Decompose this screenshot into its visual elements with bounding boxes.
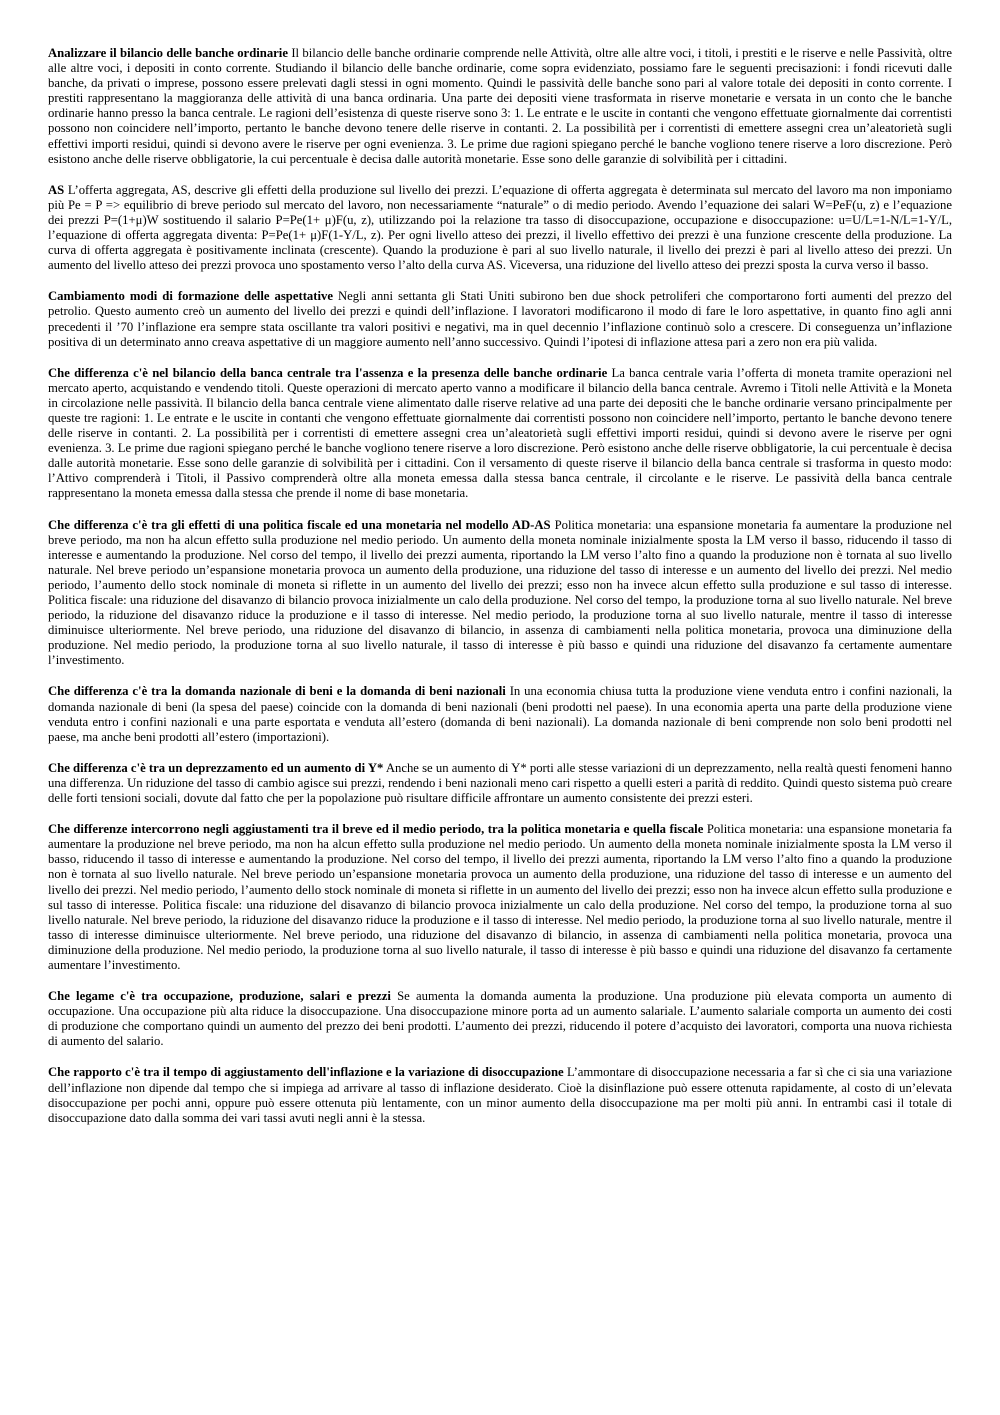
entry-body: In una economia chiusa tutta la produzione viene venduta entro i confini nazionali, la domanda nazionale di beni (la spesa del paese) coincide con la domanda di beni nazionali (beni prodotti nel paese). In una economia aperta una parte della produzione viene venduta entro i confini nazionali e una parte esportata e venduta all’estero (domanda di beni nazionali). La domanda nazionale di beni comprende non solo beni prodotti nel paese, ma anche beni prodotti all’estero (importazioni). xyxy=(48,684,952,744)
entry-aggiustamenti xyxy=(48,822,952,973)
entry-body: Il bilancio delle banche ordinarie comprende nelle Attività, oltre alle altre voci, i titoli, i prestiti e le riserve e nelle Passività, oltre alle altre voci, i depositi in conto corrente. Studiando il bilancio delle banche ordinarie, come sopra evidenziato, possiamo fare le seguenti precisazioni: i fondi ricevuti dalle banche, da privati o imprese, possono essere prelevati dagli stessi in ogni momento. Quindi le passività delle banche sono pari al valore totale dei depositi in conto corrente. I prestiti rappresentano la maggioranza delle attività di una banca ordinaria. Una parte dei depositi viene trasformata in riserve monetarie e versata in un conto che le banche ordinarie hanno presso la banca centrale. Le ragioni dell’esistenza di queste riserve sono 3: 1. Le entrate e le uscite in contanti che vengono effettuate giornalmente dai correntisti possono non coincidere nell’importo, pertanto le banche devono tenere delle riserve in contanti. 2. La possibilità per i correntisti di emettere assegni crea un’aleatorietà sugli effettivi importi residui, quindi si devono avere le riserve per ogni evenienza. 3. Le prime due ragioni spiegano perché le banche vogliono tenere riserve a loro discrezione. Però esistono anche delle riserve obbligatorie, la cui percentuale è decisa dalle autorità monetarie. Esse sono delle garanzie di solvibilità per i cittadini. xyxy=(48,46,953,166)
entry-ad-as-politiche xyxy=(48,518,952,669)
entry-heading: Che differenza c'è tra la domanda nazionale di beni e la domanda di beni nazionali xyxy=(48,684,506,699)
entry-body: Politica monetaria: una espansione monetaria fa aumentare la produzione nel breve periodo, ma non ha alcun effetto sulla produzione nel medio periodo. Un aumento della moneta nominale inizialmente sposta la LM verso il basso, riducendo il tasso di interesse e aumentando la produzione. Nel corso del tempo, il livello dei prezzi aumenta, riportando la LM verso l’alto fino a quando la produzione non è tornata al suo livello naturale. Nel breve periodo un’espansione monetaria provoca un aumento della produzione, una riduzione del tasso di interesse e un aumento del livello dei prezzi. Nel medio periodo, l’aumento dello stock nominale di moneta si riflette in un aumento del livello dei prezzi; esso non ha invece alcun effetto sulla produzione e sul tasso di interesse. Politica fiscale: una riduzione del disavanzo di bilancio provoca inizialmente un calo della produzione. Nel corso del tempo, la produzione torna al suo livello naturale. Nel breve periodo, la riduzione del disavanzo riduce la produzione e il tasso di interesse. Nel medio periodo, la produzione torna al suo livello naturale, mentre il tasso di interesse diminuisce ulteriormente. Nel breve periodo, una riduzione del disavanzo di bilancio, in assenza di cambiamenti nella politica monetaria, provoca una diminuzione della produzione. Nel medio periodo, la produzione torna al suo livello naturale, il tasso di interesse è più basso e quindi una riduzione del disavanzo fa certamente aumentare l’investimento. xyxy=(48,517,953,668)
entry-heading: Che differenza c'è nel bilancio della banca centrale tra l'assenza e la presenza delle banche ordinarie xyxy=(48,365,608,380)
document-page xyxy=(48,46,952,1142)
entry-body: Negli anni settanta gli Stati Uniti subirono ben due shock petroliferi che comportarono forti aumenti del prezzo del petrolio. Questo aumento creò un aumento del livello dei prezzi e quindi dell’inflazione. I lavoratori modificarono il modo di fare le loro aspettative, in quanto fino agli anni precedenti il ’70 l’inflazione era sempre stata oscillante tra valori positivi e negativi, ma in quel decennio l’inflazione continuò solo a crescere. Di conseguenza un’inflazione positiva di un determinato anno creava aspettative di un maggiore aumento nell’anno successivo. Quindi l’ipotesi di inflazione attesa pari a zero non era più valida. xyxy=(48,289,953,349)
entry-body: Anche se un aumento di Y* porti alle stesse variazioni di un deprezzamento, nella realtà questi fenomeni hanno una differenza. Un riduzione del tasso di cambio agisce sui prezzi, rendendo i beni nazionali meno cari rispetto a quelli esteri a parità di reddito. Quindi questo sistema può creare delle forti tensioni sociali, dovute dal fatto che per la popolazione può risultare difficile affrontare un aumento consistente dei prezzi esteri. xyxy=(48,760,952,806)
entry-body: La banca centrale varia l’offerta di moneta tramite operazioni nel mercato aperto, acquistando e vendendo titoli. Queste operazioni di mercato aperto vanno a modificare il bilancio della banca centrale. Avremo i Titoli nelle Attività e la Moneta in circolazione nelle passività. Il bilancio della banca centrale viene alimentato dalle riserve relative ad una parte dei depositi che le banche ordinarie versano principalmente per queste tre ragioni: 1. Le entrate e le uscite in contanti che vengono effettuate giornalmente dai correntisti possono non coincidere nell’importo, pertanto le banche devono tenere delle riserve in contanti. 2. La possibilità per i correntisti di emettere assegni crea un’aleatorietà sugli effettivi importi residui, quindi si devono avere le riserve per ogni evenienza. 3. Le prime due ragioni spiegano perché le banche vogliono tenere riserve a loro discrezione. Però esistono anche delle riserve obbligatorie, la cui percentuale è decisa dalle autorità monetarie. Esse sono delle garanzie di solvibilità per i cittadini. Con il versamento di queste riserve il bilancio della banca centrale si trasforma in questo modo: l’Attivo comprenderà i Titoli, il Passivo comprenderà oltre alla moneta emessa dalla stessa banca centrale, il circolante e le riserve. Le passività della banca centrale rappresentano la moneta emessa dalla stessa che prende il nome di base monetaria. xyxy=(48,365,952,501)
entry-body: L’ammontare di disoccupazione necessaria a far sì che ci sia una variazione dell’inflazione non dipende dal tempo che si impiega ad arrivare al tasso di inflazione desiderato. Cioè la disinflazione può essere ottenuta rapidamente, al costo di un’elevata disoccupazione per pochi anni, oppure può essere ottenuta più lentamente, con un minor aumento della disoccupazione ma per molti più anni. In entrambi casi il totale di disoccupazione dato dalla somma dei vari tassi avuti negli anni è la stessa. xyxy=(48,1065,952,1125)
entry-heading: AS xyxy=(48,182,65,197)
entry-heading: Che differenze intercorrono negli aggiustamenti tra il breve ed il medio periodo, tra la politica monetaria e quella fiscale xyxy=(48,822,704,837)
entry-heading: Che differenza c'è tra un deprezzamento ed un aumento di Y* xyxy=(48,760,384,775)
entry-heading: Che rapporto c'è tra il tempo di aggiustamento dell'inflazione e la variazione di disoccupazione xyxy=(48,1065,564,1080)
entry-bilancio-banca-centrale xyxy=(48,366,952,502)
entry-as xyxy=(48,183,952,274)
entry-deprezzamento xyxy=(48,761,952,806)
entry-inflazione-disoccupazione xyxy=(48,1065,952,1125)
entry-body: Politica monetaria: una espansione monetaria fa aumentare la produzione nel breve periodo, ma non ha alcun effetto sulla produzione nel medio periodo. Un aumento della moneta nominale inizialmente sposta la LM verso il basso, riducendo il tasso di interesse e aumentando la produzione. Nel corso del tempo, il livello dei prezzi aumenta, riportando la LM verso l’alto fino a quando la produzione non è tornata al suo livello naturale. Nel breve periodo un’espansione monetaria provoca un aumento della produzione, una riduzione del tasso di interesse e un aumento del livello dei prezzi. Nel medio periodo, l’aumento dello stock nominale di moneta si riflette in un aumento del livello dei prezzi; esso non ha invece alcun effetto sulla produzione e sul tasso di interesse. Politica fiscale: una riduzione del disavanzo di bilancio provoca inizialmente un calo della produzione. Nel corso del tempo, la produzione torna al suo livello naturale. Nel breve periodo, la riduzione del disavanzo riduce la produzione e il tasso di interesse. Nel medio periodo, la produzione torna al suo livello naturale, mentre il tasso di interesse diminuisce ulteriormente. Nel breve periodo, una riduzione del disavanzo di bilancio, in assenza di cambiamenti nella politica monetaria, provoca una diminuzione della produzione. Nel medio periodo, la produzione torna al suo livello naturale, il tasso di interesse è più basso e quindi una riduzione del disavanzo fa certamente aumentare l’investimento. xyxy=(48,822,952,972)
entry-body: Se aumenta la domanda aumenta la produzione. Una produzione più elevata comporta un aumento di occupazione. Una occupazione più alta riduce la disoccupazione. Una disoccupazione minore porta ad un aumento salariale. L’aumento salariale comporta un aumento dei costi di produzione che comportano quindi un aumento del prezzo dei beni prodotti. L’aumento dei prezzi, riducendo il potere d’acquisto dei lavoratori, comporta una nuova richiesta di aumento del salario. xyxy=(48,989,952,1049)
entry-heading: Cambiamento modi di formazione delle aspettative xyxy=(48,289,334,304)
entry-occupazione-prezzi xyxy=(48,989,952,1049)
entry-heading: Che differenza c'è tra gli effetti di una politica fiscale ed una monetaria nel modello AD-AS xyxy=(48,517,551,532)
entry-bilancio-banche-ordinarie xyxy=(48,46,952,167)
entry-heading: Che legame c'è tra occupazione, produzione, salari e prezzi xyxy=(48,989,391,1004)
entry-body: L’offerta aggregata, AS, descrive gli effetti della produzione sul livello dei prezzi. L’equazione di offerta aggregata è determinata sul mercato del lavoro ma non imponiamo più Pe = P => equilibrio di breve periodo sul mercato del lavoro, non necessariamente “naturale” o di medio periodo. Avendo l’equazione dei salari W=PeF(u, z) e l’equazione dei prezzi P=(1+μ)W sostituendo il salario P=Pe(1+ μ)F(u, z), utilizzando poi la relazione tra tasso di disoccupazione, occupazione e disoccupazione: u=U/L=1-N/L=1-Y/L, l’equazione di offerta aggregata diventa: P=Pe(1+ μ)F(1-Y/L, z). Per ogni livello atteso dei prezzi, il livello effettivo dei prezzi è una funzione crescente della produzione. La curva di offerta aggregata è positivamente inclinata (crescente). Quando la produzione è pari al suo livello naturale, il livello dei prezzi è pari al livello atteso dei prezzi. Un aumento del livello atteso dei prezzi provoca uno spostamento verso l’alto della curva AS. Viceversa, una riduzione del livello atteso dei prezzi sposta la curva verso il basso. xyxy=(48,182,953,273)
entry-domanda-beni xyxy=(48,684,952,744)
entry-heading: Analizzare il bilancio delle banche ordinarie xyxy=(48,46,288,60)
entry-aspettative xyxy=(48,289,952,349)
